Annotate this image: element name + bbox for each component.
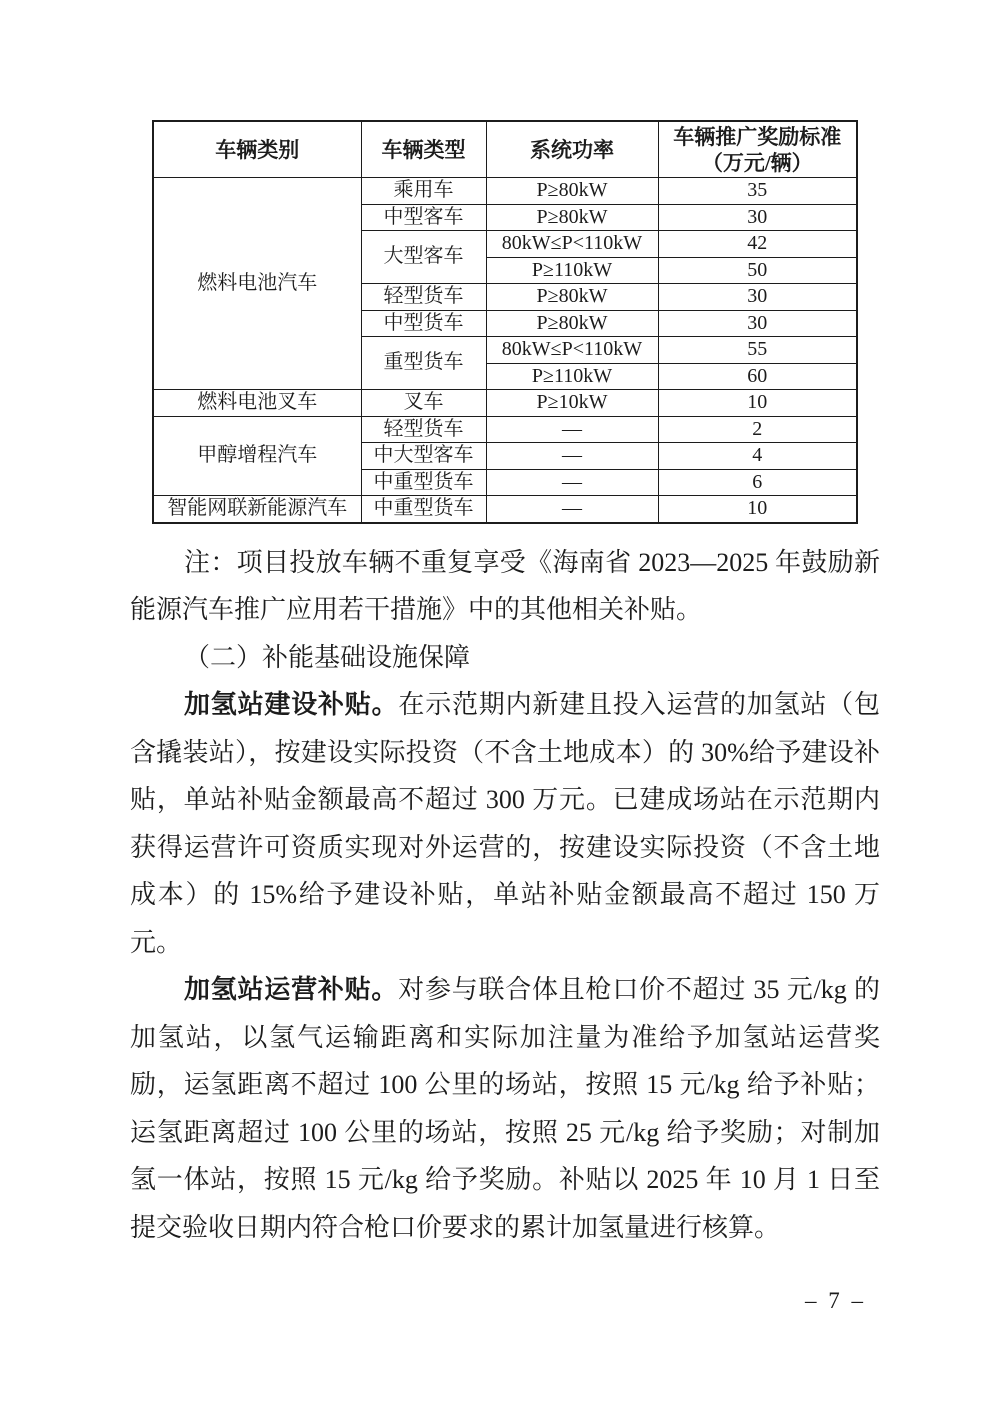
cell-type: 中重型货车 <box>361 469 486 496</box>
cell-type: 轻型货车 <box>361 284 486 311</box>
cell-power: P≥110kW <box>486 363 658 390</box>
cell-value: 42 <box>658 231 857 258</box>
cell-power: 80kW≤P<110kW <box>486 231 658 258</box>
section-heading: （二）补能基础设施保障 <box>184 642 471 672</box>
cell-type: 大型客车 <box>361 231 486 284</box>
header-vehicle-type: 车辆类型 <box>361 121 486 178</box>
cell-power: 80kW≤P<110kW <box>486 337 658 364</box>
cell-value: 2 <box>658 416 857 443</box>
table-row <box>153 390 857 417</box>
cell-power: P≥10kW <box>486 390 658 417</box>
cell-value: 4 <box>658 443 857 470</box>
cell-type: 中重型货车 <box>361 496 486 523</box>
cell-value: 30 <box>658 284 857 311</box>
cell-value: 10 <box>658 496 857 523</box>
cell-power: — <box>486 416 658 443</box>
header-reward-line2: （万元/辆） <box>701 150 813 175</box>
cell-value: 6 <box>658 469 857 496</box>
cell-value: 30 <box>658 310 857 337</box>
cell-type: 重型货车 <box>361 337 486 390</box>
cell-power: — <box>486 469 658 496</box>
cell-category: 甲醇增程汽车 <box>153 416 361 496</box>
cell-power: P≥80kW <box>486 284 658 311</box>
header-reward-standard <box>658 121 857 178</box>
cell-value: 50 <box>658 257 857 284</box>
cell-category: 智能网联新能源汽车 <box>153 496 361 523</box>
cell-type: 中型客车 <box>361 204 486 231</box>
cell-value: 55 <box>658 337 857 364</box>
header-vehicle-category: 车辆类别 <box>153 121 361 178</box>
operation-subsidy-text: 对参与联合体且枪口价不超过 35 元/kg 的加氢站，以氢气运输距离和实际加注量为准给予加氢站运营奖励，运氢距离不超过 100 公里的场站，按照 15 元/kg 给予补贴；运氢距离超过 100 公里的场站，按照 25 元/kg 给予奖励；对制加氢一体站，按照 15 元/kg 给予奖励。补贴以 2025 年 10 月 1 日至提交验收日期内符合枪口价要求的累计加氢量进行核算。 <box>130 975 880 1242</box>
construction-subsidy-text: 在示范期内新建且投入运营的加氢站（包含撬装站），按建设实际投资（不含土地成本）的 30%给予建设补贴，单站补贴金额最高不超过 300 万元。已建成场站在示范期内获得运营许可资质实现对外运营的，按建设实际投资（不含土地成本）的 15%给予建设补贴，单站补贴金额最高不超过 150 万元。 <box>130 690 880 957</box>
cell-value: 35 <box>658 178 857 205</box>
cell-type: 中型货车 <box>361 310 486 337</box>
header-system-power: 系统功率 <box>486 121 658 178</box>
cell-power: P≥110kW <box>486 257 658 284</box>
table-row <box>153 178 857 205</box>
cell-power: — <box>486 443 658 470</box>
header-reward-line1: 车辆推广奖励标准 <box>673 124 842 149</box>
cell-value: 10 <box>658 390 857 417</box>
paragraph-construction-subsidy <box>130 681 880 966</box>
cell-power: P≥80kW <box>486 204 658 231</box>
cell-value: 60 <box>658 363 857 390</box>
table-row <box>153 416 857 443</box>
page-number: – 7 – <box>805 1288 866 1313</box>
cell-power: — <box>486 496 658 523</box>
body-text <box>130 539 880 1252</box>
cell-power: P≥80kW <box>486 310 658 337</box>
cell-type: 叉车 <box>361 390 486 417</box>
table-row <box>153 496 857 523</box>
cell-type: 中大型客车 <box>361 443 486 470</box>
cell-type: 轻型货车 <box>361 416 486 443</box>
paragraph-operation-subsidy <box>130 966 880 1251</box>
cell-type: 乘用车 <box>361 178 486 205</box>
cell-value: 30 <box>658 204 857 231</box>
cell-category: 燃料电池叉车 <box>153 390 361 417</box>
page-content <box>130 120 880 1251</box>
table-header-row <box>153 121 857 178</box>
construction-subsidy-lead: 加氢站建设补贴。 <box>184 690 399 719</box>
subsidy-table <box>152 120 858 524</box>
cell-category: 燃料电池汽车 <box>153 178 361 390</box>
operation-subsidy-lead: 加氢站运营补贴。 <box>184 975 399 1004</box>
table-note: 注：项目投放车辆不重复享受《海南省 2023—2025 年鼓励新能源汽车推广应用若干措施》中的其他相关补贴。 <box>130 547 880 624</box>
cell-power: P≥80kW <box>486 178 658 205</box>
